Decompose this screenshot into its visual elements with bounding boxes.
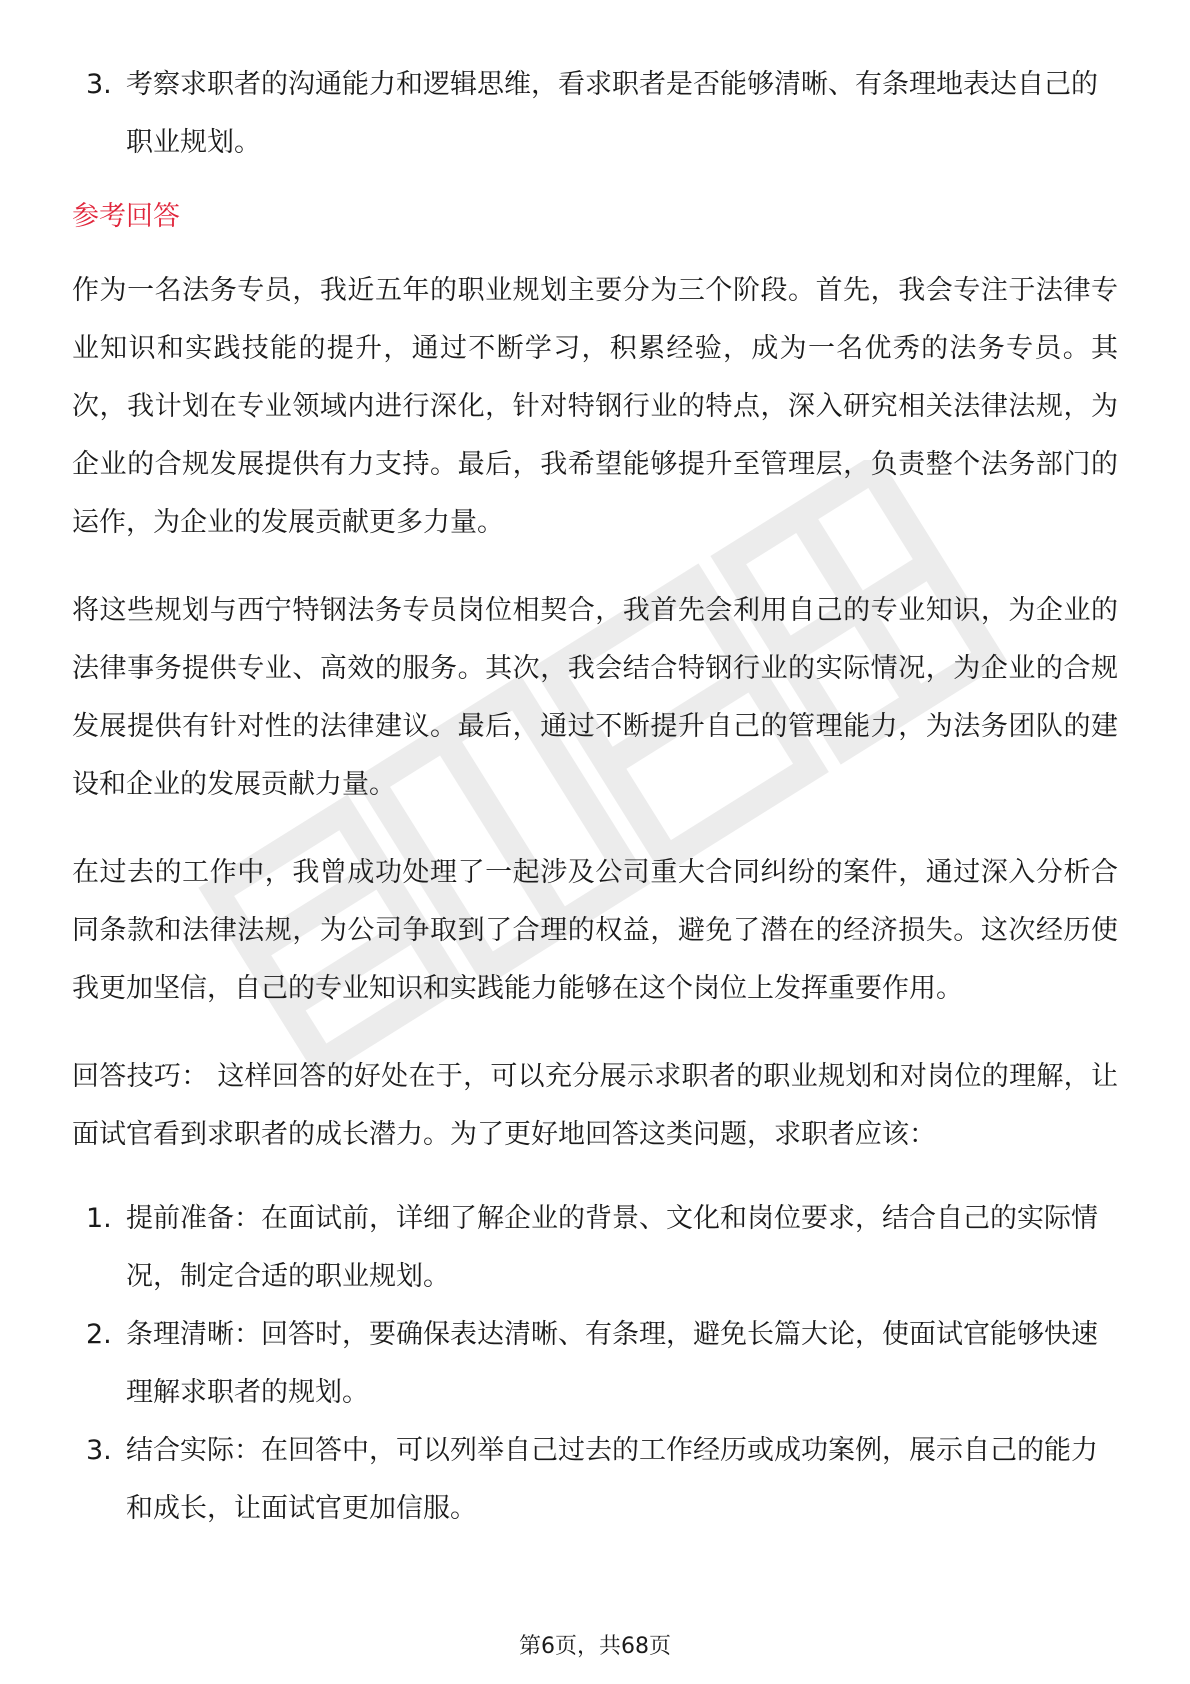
list-item: [72, 1306, 1118, 1422]
list-item: [72, 56, 1118, 172]
list-item-number: 3.: [86, 1435, 112, 1466]
answer-paragraph-2: 将这些规划与西宁特钢法务专员岗位相契合，我首先会利用自己的专业知识，为企业的法律事务提供专业、高效的服务。其次，我会结合特钢行业的实际情况，为企业的合规发展提供有针对性的法律建议。最后，通过不断提升自己的管理能力，为法务团队的建设和企业的发展贡献力量。: [72, 595, 1118, 800]
list-item-number: 2.: [86, 1319, 112, 1350]
page-number: 第6页，共68页: [519, 1634, 671, 1659]
list-item-text: 考察求职者的沟通能力和逻辑思维，看求职者是否能够清晰、有条理地表达自己的职业规划。: [126, 69, 1098, 158]
list-item-text: 条理清晰：回答时，要确保表达清晰、有条理，避免长篇大论，使面试官能够快速理解求职者的规划。: [126, 1319, 1098, 1408]
list-item: [72, 1190, 1118, 1306]
list-item-text: 提前准备：在面试前，详细了解企业的背景、文化和岗位要求，结合自己的实际情况，制定合适的职业规划。: [126, 1203, 1098, 1292]
answer-paragraph-1: 作为一名法务专员，我近五年的职业规划主要分为三个阶段。首先，我会专注于法律专业知识和实践技能的提升，通过不断学习，积累经验，成为一名优秀的法务专员。其次，我计划在专业领域内进行深化，针对特钢行业的特点，深入研究相关法律法规，为企业的合规发展提供有力支持。最后，我希望能够提升至管理层，负责整个法务部门的运作，为企业的发展贡献更多力量。: [72, 275, 1118, 538]
answer-paragraph-3: 在过去的工作中，我曾成功处理了一起涉及公司重大合同纠纷的案件，通过深入分析合同条款和法律法规，为公司争取到了合理的权益，避免了潜在的经济损失。这次经历使我更加坚信，自己的专业知识和实践能力能够在这个岗位上发挥重要作用。: [72, 857, 1118, 1004]
list-item-number: 3.: [86, 69, 112, 100]
tips-list: [72, 1190, 1118, 1538]
reference-answer-heading: 参考回答: [72, 201, 180, 232]
evaluation-points-list: [72, 56, 1118, 172]
page-content: [72, 56, 1118, 1538]
list-item: [72, 1422, 1118, 1538]
tips-intro: 回答技巧： 这样回答的好处在于，可以充分展示求职者的职业规划和对岗位的理解，让面试官看到求职者的成长潜力。为了更好地回答这类问题，求职者应该：: [72, 1061, 1118, 1150]
list-item-number: 1.: [86, 1203, 112, 1234]
list-item-text: 结合实际：在回答中，可以列举自己过去的工作经历或成功案例，展示自己的能力和成长，让面试官更加信服。: [126, 1435, 1098, 1524]
